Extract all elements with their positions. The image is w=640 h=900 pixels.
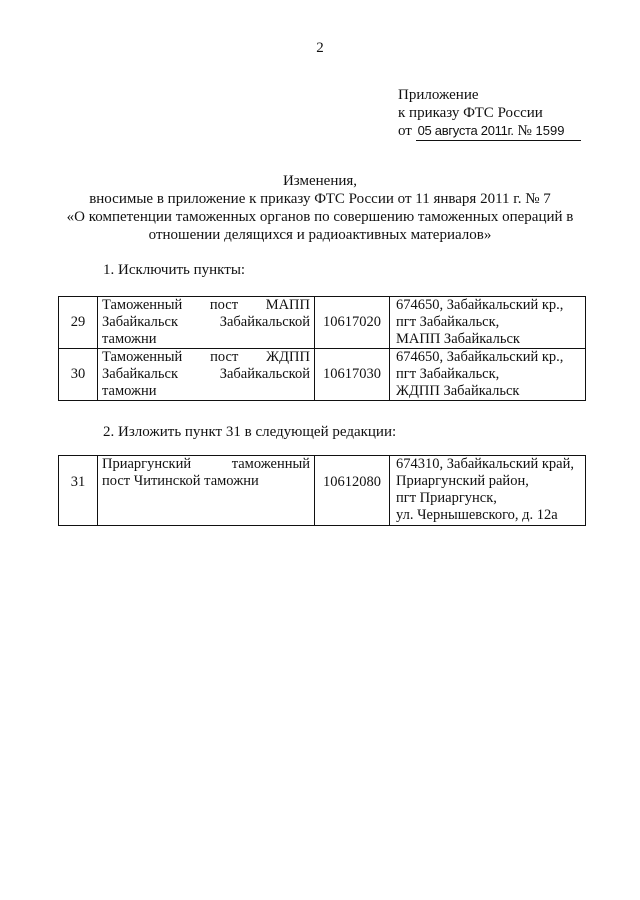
document-heading: [0, 172, 640, 244]
name-word: пост: [210, 349, 239, 365]
page-number: 2: [316, 40, 324, 56]
name-line: пост Читинской таможни: [102, 473, 259, 489]
post-code: 10612080: [315, 456, 390, 526]
heading-line4: отношении делящихся и радиоактивных материалов»: [148, 227, 492, 243]
exclude-table: [58, 296, 586, 401]
post-code: 10617030: [315, 349, 390, 401]
address-line: МАПП Забайкальск: [396, 331, 520, 347]
address-line: ЖДПП Забайкальск: [396, 383, 520, 399]
address-line: 674650, Забайкальский кр.,: [396, 349, 564, 365]
name-word: пост: [209, 297, 239, 313]
address-line: пгт Приаргунск,: [396, 490, 497, 506]
table-row: [59, 297, 586, 349]
post-address: [390, 297, 586, 349]
name-word: Таможенный: [102, 349, 183, 365]
table-row: [59, 349, 586, 401]
row-number: 31: [59, 456, 98, 526]
appendix-date-line: [398, 122, 581, 141]
post-name: [98, 456, 315, 526]
replace-table: [58, 455, 586, 526]
address-line: 674650, Забайкальский кр.,: [396, 297, 564, 313]
address-line: пгт Забайкальск,: [396, 366, 500, 382]
post-address: [390, 349, 586, 401]
address-line: Приаргунский район,: [396, 473, 529, 489]
appendix-block: [398, 86, 581, 141]
name-line: таможни: [102, 383, 157, 399]
heading-line3: «О компетенции таможенных органов по совершению таможенных операций в: [66, 209, 574, 225]
row-number: 29: [59, 297, 98, 349]
name-word: Забайкальской: [219, 366, 310, 382]
date-prefix: от: [398, 123, 412, 139]
heading-line2: вносимые в приложение к приказу ФТС России от 11 января 2011 г. № 7: [89, 191, 551, 207]
appendix-line1: Приложение: [398, 87, 479, 103]
name-word: МАПП: [265, 297, 310, 313]
post-address: [390, 456, 586, 526]
name-line: таможни: [102, 331, 157, 347]
name-word: таможенный: [231, 456, 310, 472]
appendix-line2: к приказу ФТС России: [398, 105, 543, 121]
heading-title: Изменения,: [282, 173, 358, 189]
address-line: пгт Забайкальск,: [396, 314, 500, 330]
date-underline: [416, 122, 582, 141]
order-number: 1599: [535, 123, 565, 138]
order-date: 05 августа 2011г.: [417, 123, 514, 138]
post-name: [98, 297, 315, 349]
name-word: Забайкальской: [219, 314, 310, 330]
address-line: ул. Чернышевского, д. 12а: [396, 507, 558, 523]
number-sign: №: [517, 123, 532, 139]
name-word: Таможенный: [102, 297, 183, 313]
post-code: 10617020: [315, 297, 390, 349]
name-word: Забайкальск: [102, 366, 178, 382]
name-word: ЖДПП: [266, 349, 310, 365]
post-name: [98, 349, 315, 401]
table-row: [59, 456, 586, 526]
section2-title: 2. Изложить пункт 31 в следующей редакции:: [103, 424, 397, 440]
address-line: 674310, Забайкальский край,: [396, 456, 575, 472]
name-word: Забайкальск: [102, 314, 178, 330]
section1-title: 1. Исключить пункты:: [103, 262, 246, 278]
name-word: Приаргунский: [102, 456, 192, 472]
row-number: 30: [59, 349, 98, 401]
